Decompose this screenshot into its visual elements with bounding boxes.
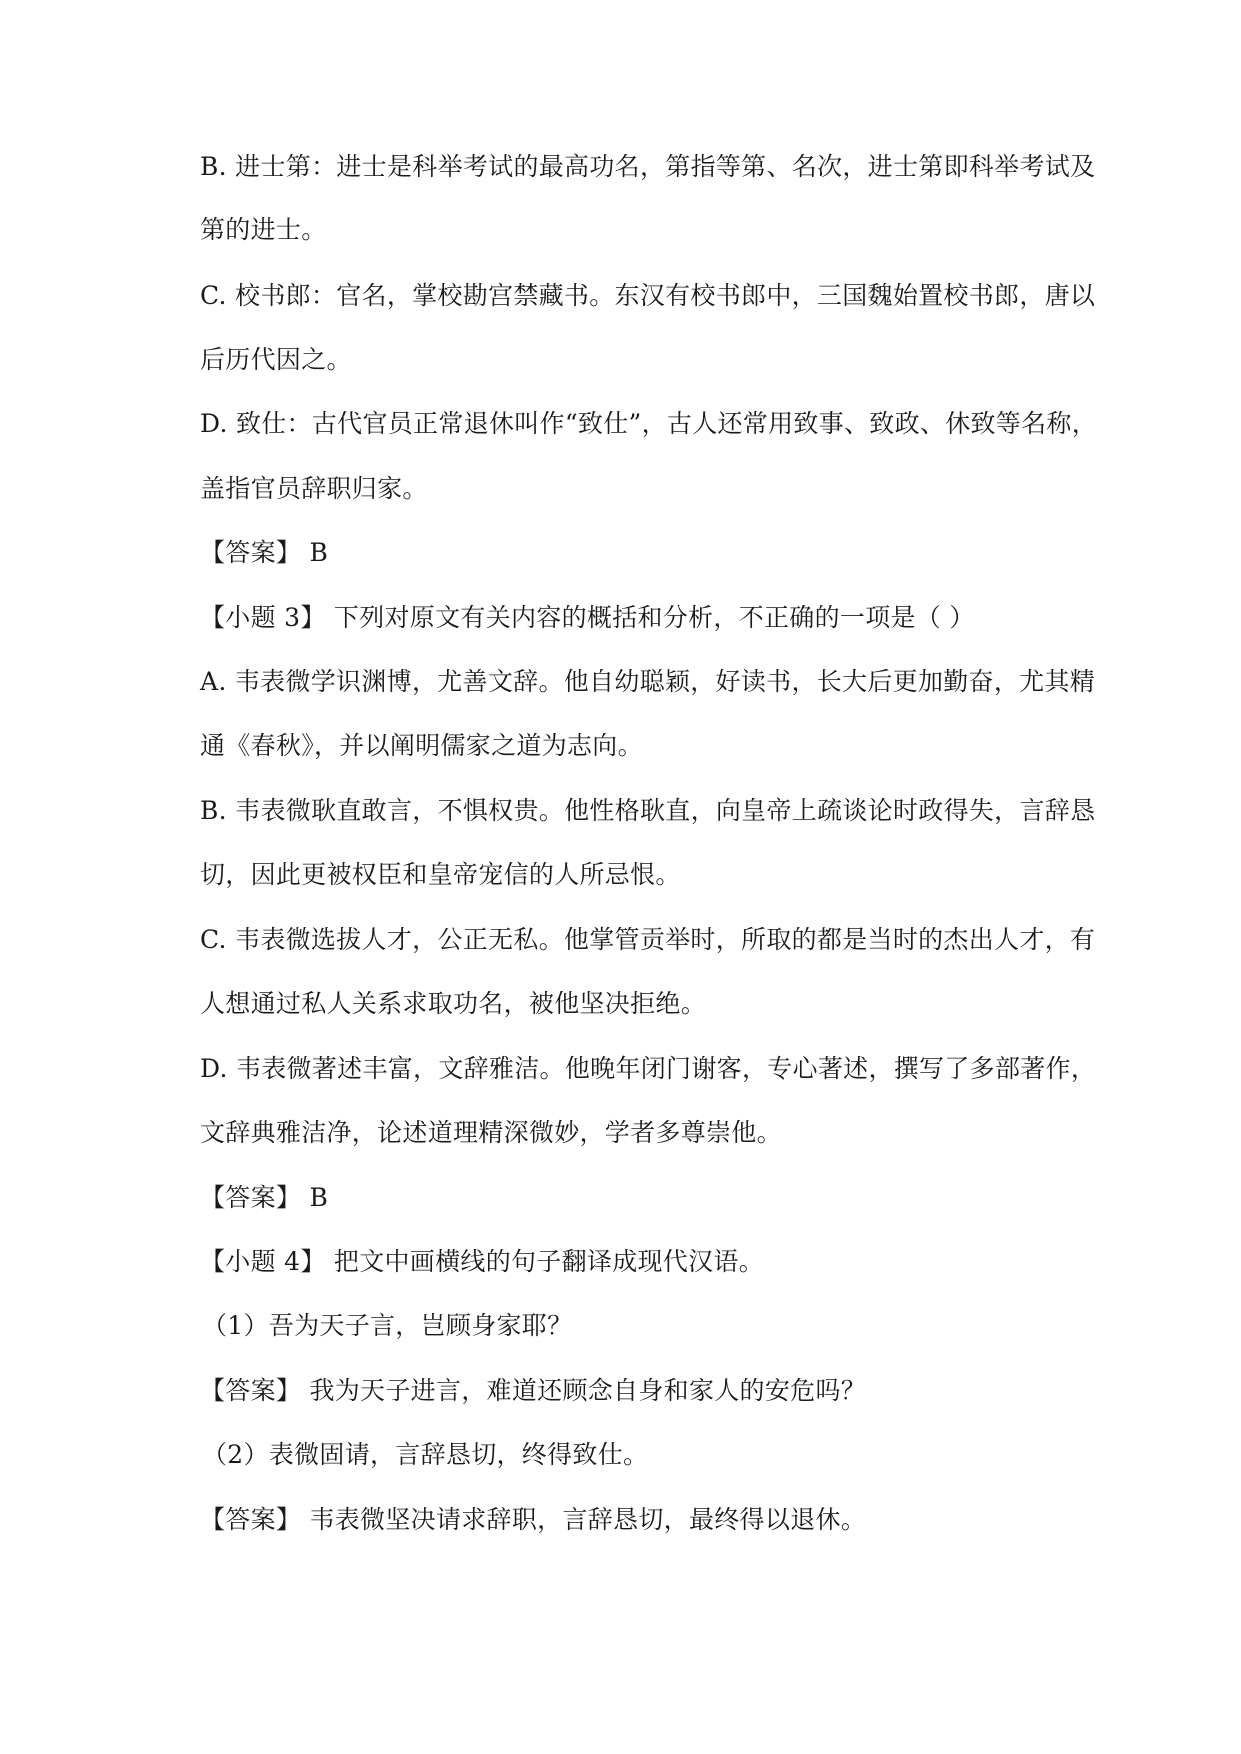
q3-option-b-line-2: 切，因此更被权臣和皇帝宠信的人所忌恨。 [200, 860, 681, 889]
q3-option-a-line-2: 通《春秋》，并以阐明儒家之道为志向。 [200, 731, 643, 760]
q3-option-b-line-1: B. 韦表微耿直敢言，不惧权贵。他性格耿直，向皇帝上疏谈论时政得失，言辞恳 [200, 796, 1096, 825]
option-c-line-2: 后历代因之。 [200, 345, 352, 374]
question-3-stem: 【小题 3】 下列对原文有关内容的概括和分析，不正确的一项是（ ） [200, 603, 975, 632]
q3-option-d-line-2: 文辞典雅洁净，论述道理精深微妙，学者多尊崇他。 [200, 1118, 782, 1147]
q4-sentence-2: （2）表微固请，言辞恳切，终得致仕。 [202, 1440, 649, 1469]
answer-q2: 【答案】 B [200, 538, 329, 567]
answer-q4-1: 【答案】 我为天子进言，难道还顾念自身和家人的安危吗？ [200, 1376, 867, 1405]
question-4-stem: 【小题 4】 把文中画横线的句子翻译成现代汉语。 [200, 1247, 765, 1276]
option-d-line-2: 盖指官员辞职归家。 [200, 474, 428, 503]
answer-q3: 【答案】 B [200, 1183, 329, 1212]
q4-sentence-1: （1）吾为天子言，岂顾身家耶？ [202, 1311, 573, 1340]
q3-option-c-line-1: C. 韦表微选拔人才，公正无私。他掌管贡举时，所取的都是当时的杰出人才，有 [200, 925, 1096, 954]
option-b-line-2: 第的进士。 [200, 215, 327, 244]
q3-option-a-line-1: A. 韦表微学识渊博，尤善文辞。他自幼聪颖，好读书，长大后更加勤奋，尤其精 [200, 667, 1096, 696]
answer-q4-2: 【答案】 韦表微坚决请求辞职，言辞恳切，最终得以退休。 [200, 1505, 867, 1534]
option-c-line-1: C. 校书郎：官名，掌校勘宫禁藏书。东汉有校书郎中，三国魏始置校书郎，唐以 [200, 281, 1096, 310]
option-b-line-1: B. 进士第：进士是科举考试的最高功名，第指等第、名次，进士第即科举考试及 [200, 152, 1096, 181]
q3-option-d-line-1: D. 韦表微著述丰富，文辞雅洁。他晚年闭门谢客，专心著述，撰写了多部著作， [200, 1054, 1097, 1083]
q3-option-c-line-2: 人想通过私人关系求取功名，被他坚决拒绝。 [200, 989, 707, 1018]
option-d-line-1: D. 致仕：古代官员正常退休叫作“致仕”，古人还常用致事、致政、休致等名称， [200, 409, 1098, 438]
